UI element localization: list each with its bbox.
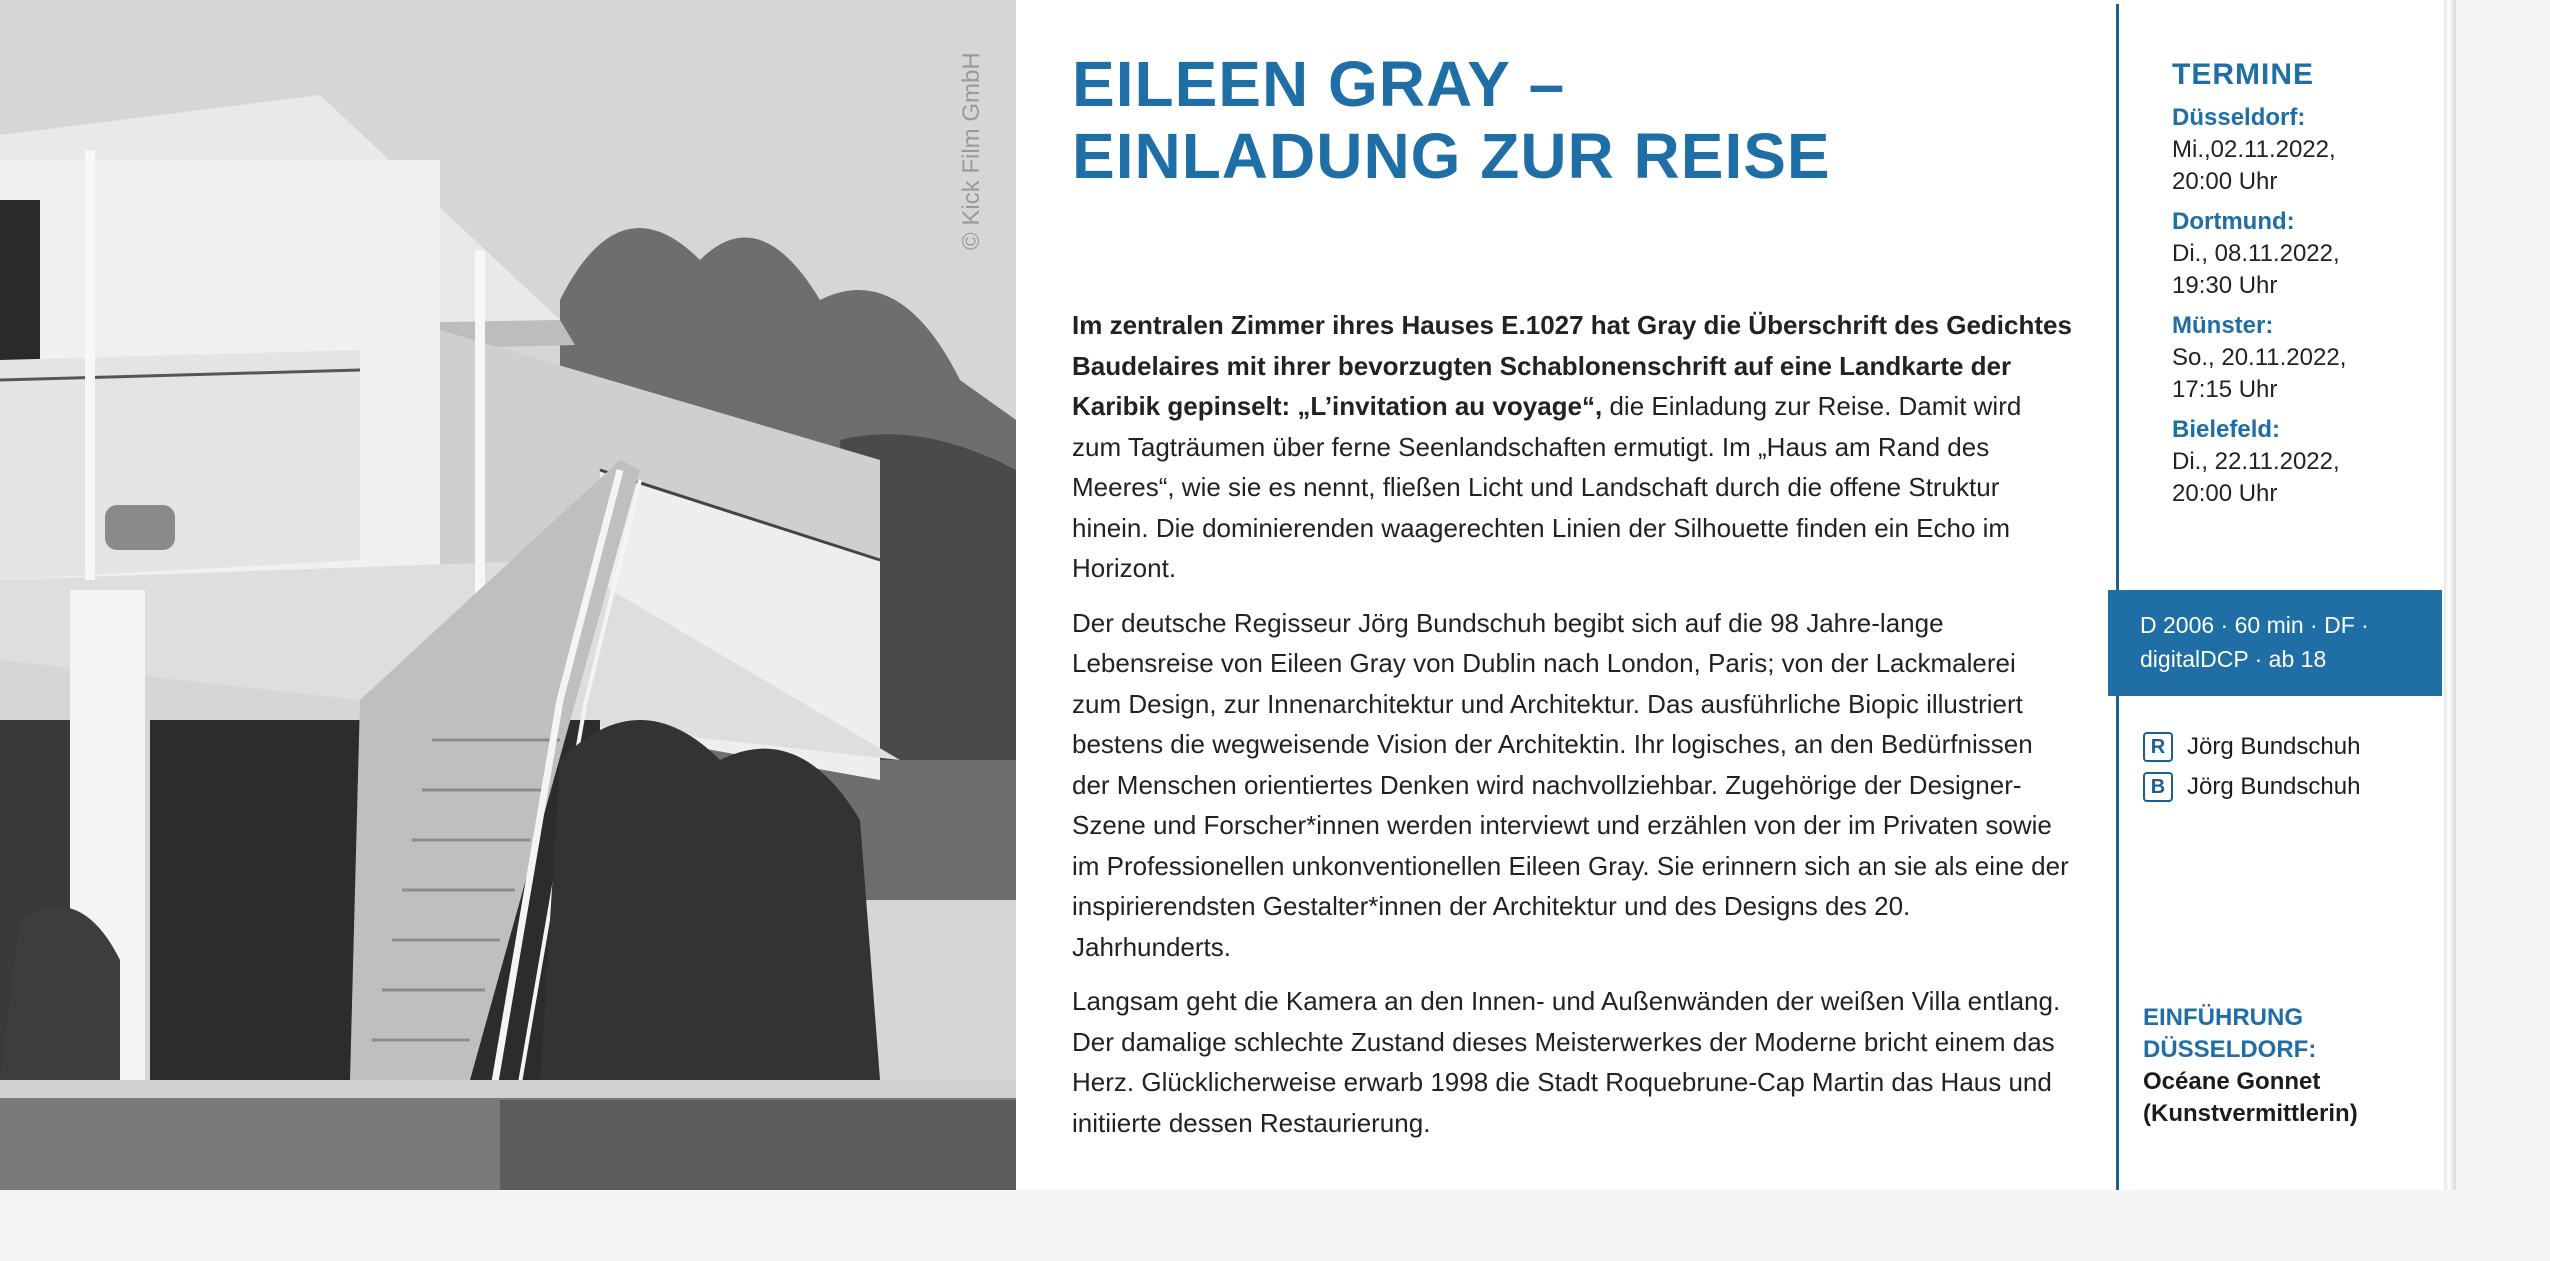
venue-time: 20:00 Uhr xyxy=(2172,168,2278,195)
film-info-line-2: digitalDCP · ab 18 xyxy=(2140,646,2327,672)
page-edge xyxy=(2444,0,2456,1190)
villa-photo xyxy=(0,0,1016,1190)
paragraph-3: Langsam geht die Kamera an den Innen- und Außenwänden der weißen Villa entlang. Der damalige schlechte Zustand dieses Meisterwerkes der Moderne bricht einem das Herz. Glücklicherweise erwarb 1998 die Stadt Roquebrune-Cap Martin das Haus und initiierte dessen Restaurierung. xyxy=(1072,986,2061,1138)
venue-date: So., 20.11.2022, xyxy=(2172,344,2347,371)
credit-name: Jörg Bundschuh xyxy=(2187,733,2361,760)
venue-city: Bielefeld: xyxy=(2172,416,2281,443)
role-letter-icon: B xyxy=(2143,772,2173,802)
screening-dates xyxy=(2172,58,2432,518)
role-letter-icon: R xyxy=(2143,732,2173,762)
photo-credit: © Kick Film GmbH xyxy=(958,52,985,250)
venue-time: 20:00 Uhr xyxy=(2172,480,2278,507)
credit-screenplay xyxy=(2143,772,2360,802)
venue-date: Di., 08.11.2022, xyxy=(2172,240,2340,267)
introduction-info xyxy=(2143,1002,2443,1130)
article-title: EILEEN GRAY – EINLADUNG ZUR REISE xyxy=(1072,48,1831,192)
venue-time: 17:15 Uhr xyxy=(2172,376,2278,403)
termine-heading: TERMINE xyxy=(2172,58,2314,91)
film-info-box xyxy=(2108,590,2442,696)
venue-city: Münster: xyxy=(2172,312,2274,339)
article-body xyxy=(1072,305,2072,1157)
article-header xyxy=(1072,48,2072,192)
venue-time: 19:30 Uhr xyxy=(2172,272,2278,299)
intro-heading: EINFÜHRUNG DÜSSELDORF: xyxy=(2143,1004,2317,1063)
film-credits xyxy=(2143,732,2360,812)
film-info-line-1: D 2006 · 60 min · DF · xyxy=(2140,612,2369,638)
venue-city: Dortmund: xyxy=(2172,208,2295,235)
paragraph-1-lead: Im zentralen Zimmer ihres Hauses E.1027 hat Gray die Überschrift des Gedichtes Baudelaires mit ihrer bevorzugten Schablonenschrift auf eine Landkarte der Karibik gepinselt: „L’invitation au voyage“, xyxy=(1072,310,2072,421)
venue-duesseldorf xyxy=(2172,102,2432,198)
villa-illustration xyxy=(0,0,1016,1190)
venue-dortmund xyxy=(2172,206,2432,302)
paragraph-1 xyxy=(1072,305,2072,589)
venue-city: Düsseldorf: xyxy=(2172,104,2306,131)
venue-date: Mi.,02.11.2022, xyxy=(2172,136,2336,163)
paragraph-2: Der deutsche Regisseur Jörg Bundschuh begibt sich auf die 98 Jahre-lange Lebensreise von Eileen Gray von Dublin nach London, Paris; von der Lackmalerei zum Design, zur Innenarchitektur und Architektur. Das ausführliche Biopic illustriert bestens die wegweisende Vision der Architektin. Ihr logisches, an den Bedürfnissen der Menschen orientiertes Denken wird nachvollziehbar. Zugehörige der Designer-Szene und Forscher*innen werden interviewt und erzählen von der im Privaten sowie im Professionellen unkonventionellen Eileen Gray. Sie erinnern sich an sie als eine der inspirierendsten Gestalter*innen der Architektur und des Designs des 20. Jahrhunderts. xyxy=(1072,607,2069,962)
credit-name: Jörg Bundschuh xyxy=(2187,773,2361,800)
venue-muenster xyxy=(2172,310,2432,406)
intro-speaker: Océane Gonnet (Kunstvermittlerin) xyxy=(2143,1068,2358,1127)
venue-bielefeld xyxy=(2172,414,2432,510)
credit-director xyxy=(2143,732,2360,762)
venue-date: Di., 22.11.2022, xyxy=(2172,448,2340,475)
paragraph-1-rest: die Einladung zur Reise. Damit wird zum Tagträumen über ferne Seenlandschaften ermutigt. Im „Haus am Rand des Meeres“, wie sie es nennt, fließen Licht und Landschaft durch die offene Struktur hinein. Die dominierenden waagerechten Linien der Silhouette finden ein Echo im Horizont. xyxy=(1072,391,2022,583)
